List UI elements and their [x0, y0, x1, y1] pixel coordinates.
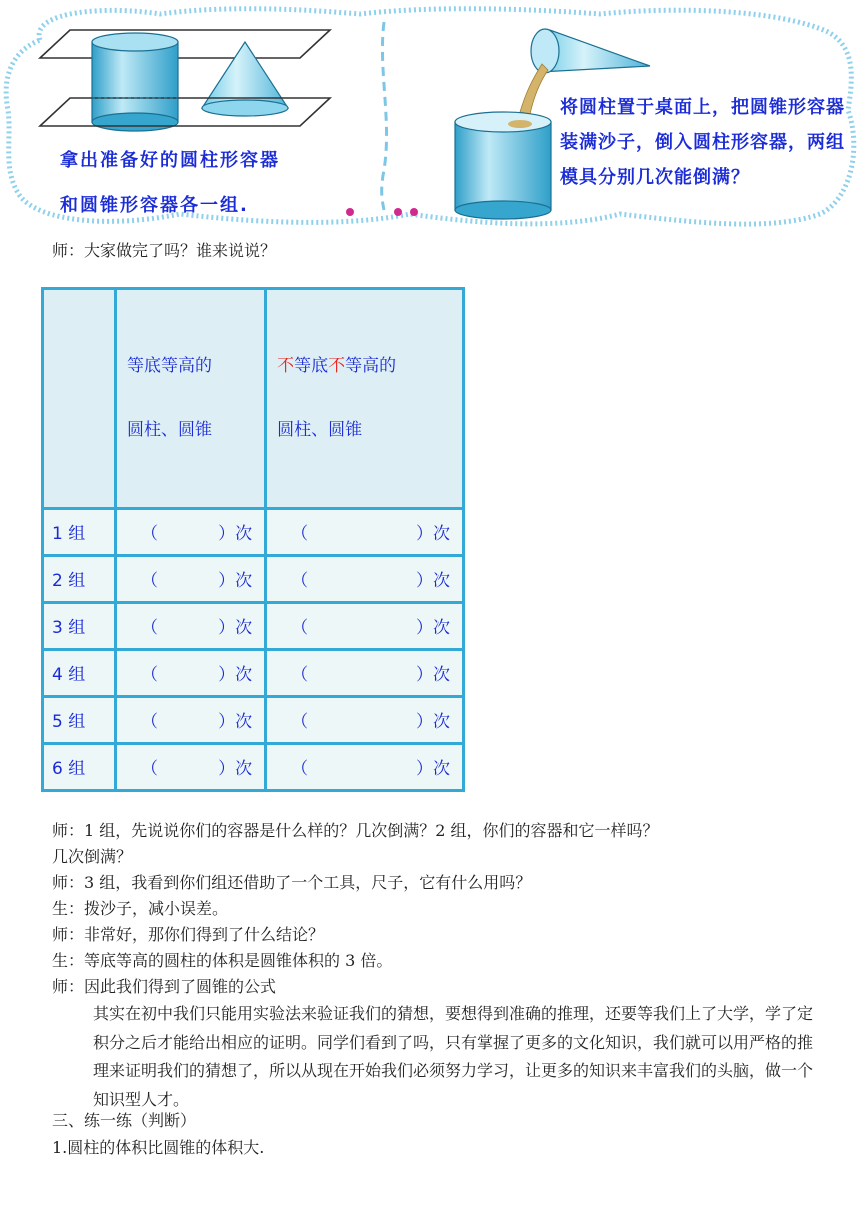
- right-caption: 将圆柱置于桌面上，把圆锥形容器装满沙子，倒入圆柱形容器，两组模具分别几次能倒满？: [560, 97, 845, 188]
- table-header-row: [44, 290, 462, 507]
- table-row: [44, 698, 462, 742]
- header-unequal-line2: 圆柱、圆锥: [277, 420, 363, 441]
- open-paren: （: [291, 665, 309, 686]
- answer-cell-unequal[interactable]: [267, 510, 462, 554]
- open-paren: （: [141, 712, 158, 733]
- table-row: [44, 745, 462, 789]
- red-not-1: 不: [277, 356, 295, 377]
- illustration-banner: [0, 0, 860, 240]
- close-paren-times: ）次: [416, 665, 450, 686]
- answer-cell-equal[interactable]: [117, 557, 264, 601]
- corner-cell: [44, 290, 114, 507]
- dialogue-line: 生：等底等高的圆柱的体积是圆锥体积的 3 倍。: [52, 951, 393, 970]
- dialogue-line: 师：1 组，先说说你们的容器是什么样的？几次倒满？2 组，你们的容器和它一样吗？: [52, 821, 659, 840]
- answer-cell-equal[interactable]: [117, 604, 264, 648]
- dialogue-line: 师：3 组，我看到你们组还借助了一个工具，尺子，它有什么用吗？: [52, 873, 532, 892]
- header-unequal-base: 等底: [294, 356, 329, 377]
- header-equal: [117, 290, 264, 507]
- open-paren: （: [291, 759, 309, 780]
- exercise-item: 1.圆柱的体积比圆锥的体积大.: [52, 1138, 265, 1157]
- close-paren-times: ）次: [218, 712, 253, 733]
- close-paren-times: ）次: [218, 524, 253, 545]
- answer-cell-equal[interactable]: [117, 698, 264, 742]
- close-paren-times: ）次: [416, 712, 450, 733]
- answer-cell-unequal[interactable]: [267, 557, 462, 601]
- open-paren: （: [141, 665, 158, 686]
- left-caption-line-1: 拿出准备好的圆柱形容器: [60, 150, 280, 171]
- answer-cell-unequal[interactable]: [267, 604, 462, 648]
- close-paren-times: ）次: [416, 524, 450, 545]
- red-not-2: 不: [328, 356, 346, 377]
- group-label: 1 组: [44, 510, 114, 554]
- answer-cell-unequal[interactable]: [267, 745, 462, 789]
- answer-cell-unequal[interactable]: [267, 698, 462, 742]
- answer-cell-equal[interactable]: [117, 510, 264, 554]
- table-row: [44, 510, 462, 554]
- group-label: 2 组: [44, 557, 114, 601]
- cylinder-top: [92, 33, 178, 51]
- dialogue-line: 生：拨沙子，减小误差。: [52, 899, 229, 918]
- container-cylinder: [455, 122, 551, 210]
- open-paren: （: [141, 759, 158, 780]
- group-label: 6 组: [44, 745, 114, 789]
- header-unequal-height: 等高的: [345, 356, 397, 377]
- top-plane: [40, 30, 330, 58]
- open-paren: （: [291, 524, 309, 545]
- close-paren-times: ）次: [416, 759, 450, 780]
- close-paren-times: ）次: [416, 571, 450, 592]
- open-paren: （: [141, 524, 158, 545]
- close-paren-times: ）次: [218, 618, 253, 639]
- explanation-paragraph: 其实在初中我们只能用实验法来验证我们的猜想，要想得到准确的推理，还要等我们上了大学，学了定积分之后才能给出相应的证明。同学们看到了吗，只有掌握了更多的文化知识，我们就可以用严格的推理来证明我们的猜想了，所以从现在开始我们必须努力学习，让更多的知识来丰富我们的头脑，做一个知识型人才。: [93, 1004, 814, 1109]
- section-title: 三、练一练（判断）: [52, 1111, 197, 1130]
- cone-base: [202, 100, 288, 116]
- header-equal-line1: 等底等高的: [127, 356, 212, 377]
- close-paren-times: ）次: [218, 571, 253, 592]
- close-paren-times: ）次: [218, 665, 253, 686]
- header-unequal: [267, 290, 462, 507]
- dialogue-block: [52, 818, 659, 1000]
- group-label: 5 组: [44, 698, 114, 742]
- answer-cell-equal[interactable]: [117, 651, 264, 695]
- close-paren-times: ）次: [218, 759, 253, 780]
- open-paren: （: [291, 571, 309, 592]
- group-label: 4 组: [44, 651, 114, 695]
- dialogue-line: 师：因此我们得到了圆锥的公式: [52, 977, 277, 996]
- results-table: [41, 287, 465, 792]
- open-paren: （: [141, 618, 158, 639]
- cylinder-body: [92, 42, 178, 122]
- answer-cell-equal[interactable]: [117, 745, 264, 789]
- open-paren: （: [291, 618, 309, 639]
- table-row: [44, 604, 462, 648]
- left-caption-line-2: 和圆锥形容器各一组.: [60, 195, 249, 216]
- table-row: [44, 651, 462, 695]
- open-paren: （: [141, 571, 158, 592]
- group-label: 3 组: [44, 604, 114, 648]
- header-unequal-line1: [277, 334, 452, 398]
- close-paren-times: ）次: [416, 618, 450, 639]
- teacher-question: 师：大家做完了吗？谁来说说？: [52, 241, 277, 260]
- dialogue-line: 师：非常好，那你们得到了什么结论？: [52, 925, 325, 944]
- header-equal-line2: 圆柱、圆锥: [127, 420, 212, 441]
- open-paren: （: [291, 712, 309, 733]
- dialogue-line: 几次倒满？: [52, 847, 133, 866]
- table-row: [44, 557, 462, 601]
- answer-cell-unequal[interactable]: [267, 651, 462, 695]
